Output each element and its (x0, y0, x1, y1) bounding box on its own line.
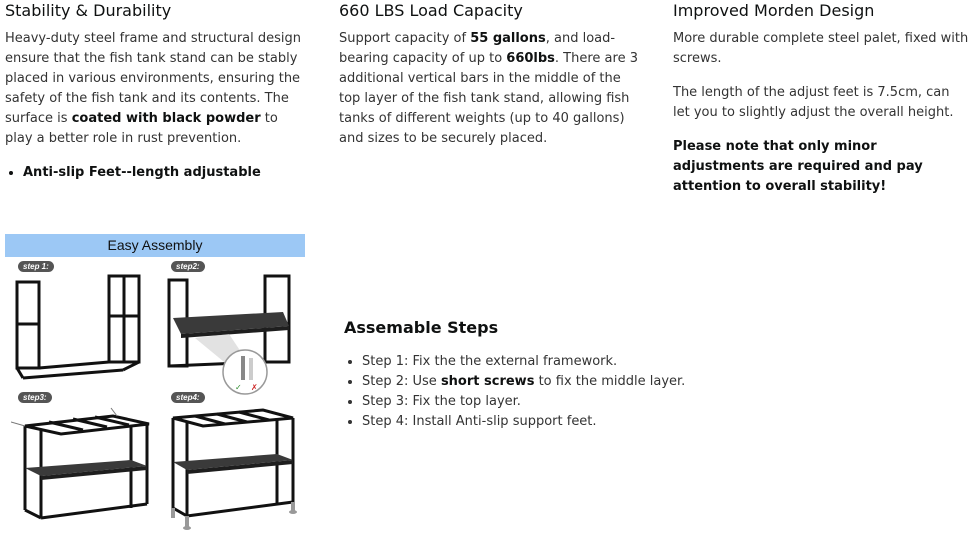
feature-load-capacity (339, 0, 639, 149)
feature-stability (5, 0, 305, 183)
text-segment: Step 2: Use (362, 374, 441, 389)
text-segment: Support capacity of (339, 31, 471, 46)
feature-bullets (5, 163, 305, 183)
text-segment: . There are 3 additional vertical bars in the middle of the top layer of the fish tank stand, allowing fish tanks of different weights (up to 40 gallons) and sizes to be securely placed. (339, 51, 638, 146)
bold-segment: short screws (440, 374, 535, 389)
feature-design (673, 0, 969, 197)
bullet-item: • Anti-slip Feet--length adjustable (23, 163, 305, 183)
text-segment: to fix the middle layer. (534, 374, 686, 389)
feature-title: Stability & Durability (5, 1, 172, 20)
assemble-steps (344, 318, 744, 432)
step4-illustration (165, 404, 305, 534)
step-item: • Step 4: Install Anti-slip support feet. (362, 412, 744, 432)
step1-illustration (13, 274, 153, 386)
assembly-banner: Easy Assembly (5, 234, 305, 257)
bold-segment: 660lbs (506, 51, 555, 66)
step-badge: step3: (18, 392, 52, 403)
step-item: • Step 3: Fix the top layer. (362, 392, 744, 412)
svg-text:✗: ✗ (251, 383, 258, 392)
feature-description (5, 29, 305, 149)
steps-heading: Assemable Steps (344, 318, 499, 337)
step-badge: step 1: (18, 261, 54, 272)
svg-text:✓: ✓ (235, 383, 242, 392)
assembly-image (5, 234, 305, 534)
feature-title: Improved Morden Design (673, 1, 875, 20)
feature-description: The length of the adjust feet is 7.5cm, can let you to slightly adjust the overall height. (673, 85, 954, 120)
step-badge: step4: (171, 392, 205, 403)
feature-note: Please note that only minor adjustments are required and pay attention to overall stability! (673, 139, 923, 194)
feature-title: 660 LBS Load Capacity (339, 1, 523, 20)
bold-segment: 55 gallons (470, 31, 546, 46)
step-badge: step2: (171, 261, 205, 272)
step-item: • Step 1: Fix the the external framework. (362, 352, 744, 372)
steps-list (344, 352, 744, 432)
text-segment: , and load-bearing capacity of up to (339, 31, 616, 66)
step3-illustration (11, 404, 157, 526)
text-segment: to play a better role in rust prevention. (5, 111, 278, 146)
feature-description (339, 29, 639, 149)
feature-description: More durable complete steel palet, fixed with screws. (673, 31, 969, 66)
bold-segment: coated with black powder (71, 111, 261, 126)
step2-illustration (165, 274, 305, 396)
text-segment: Heavy-duty steel frame and structural design ensure that the fish tank stand can be stably placed in various environments, ensuring the safety of the fish tank and its contents. The surface is (5, 31, 302, 126)
step-item (362, 372, 744, 392)
